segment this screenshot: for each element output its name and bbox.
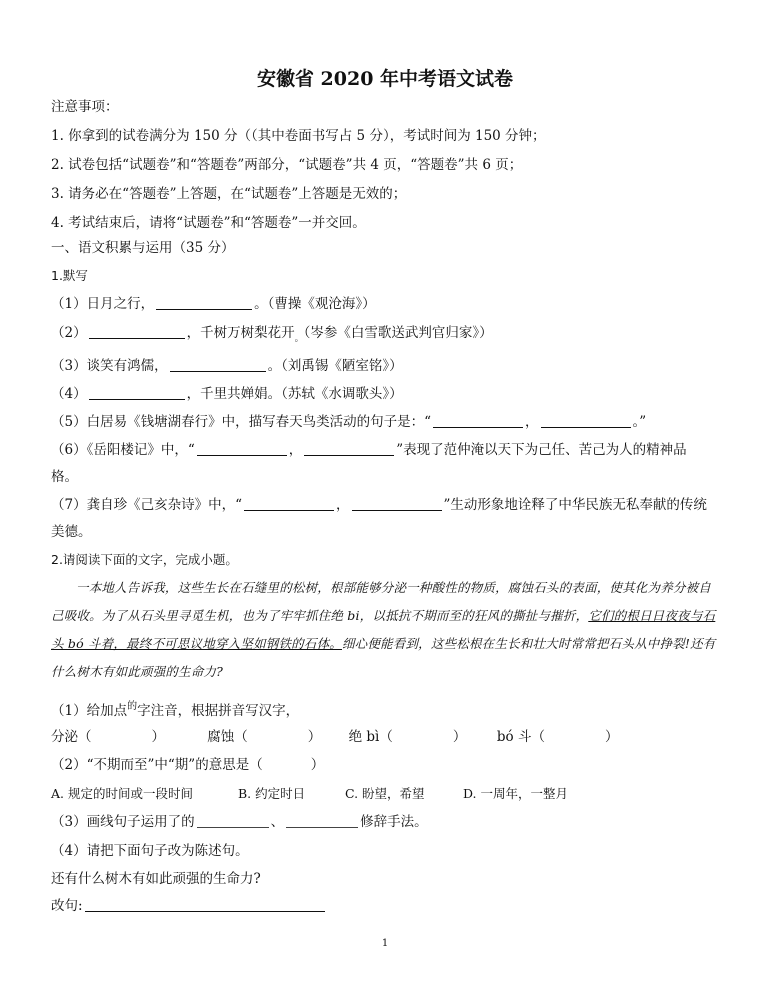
fill-label: 分泌（	[51, 729, 92, 745]
q1-item-1-text-a: （1）日月之行，	[51, 296, 155, 312]
q1-item-6-text-c: ”表现了范仲淹以天下为己任、苦己为人的精神品	[396, 442, 687, 458]
reading-passage	[51, 574, 717, 686]
q1-item-7-text-b: ，	[336, 497, 350, 513]
q2-sub-1-sup: 的	[127, 701, 138, 712]
q1-item-6	[51, 441, 687, 459]
option-a[interactable]: A. 规定的时间或一段时间	[51, 786, 193, 801]
q2-sub-4-answer	[51, 897, 327, 915]
q2-sub-1-text-b: 字注音，根据拼音写汉字，	[137, 703, 300, 719]
fill-close: ）	[452, 729, 467, 745]
answer-label: 改句:	[51, 898, 83, 914]
q2-sub-2-text-a: （2）“不期而至”中“期”的意思是（	[51, 757, 263, 773]
q2-sub-3-text-c: 修辞手法。	[360, 814, 428, 830]
fill-close: ）	[604, 729, 619, 745]
option-b[interactable]: B. 约定时日	[237, 786, 306, 801]
passage-text-a: 一本地人告诉我，这些生长在石缝里的松树，根部能够分泌一种酸性的物质，腐蚀石头的表面，使其化为养分被自己吸收。为了从石头里寻觅生机，也为了牢牢抓住绝 bi，以抵抗不期而至的狂风的撕扯与摧折，	[51, 580, 712, 623]
answer-blank[interactable]	[244, 497, 334, 511]
q2-sub-3-text-b: 、	[270, 814, 285, 830]
q1-item-1-text-b: 。（曹操《观沧海》）	[254, 296, 376, 312]
note-4: 4. 考试结束后，请将“试题卷”和“答题卷”一并交回。	[51, 215, 366, 231]
answer-blank[interactable]	[541, 414, 631, 428]
q1-item-1	[51, 295, 376, 313]
q2-sub-4: （4）请把下面句子改为陈述句。	[51, 843, 249, 859]
notes-heading: 注意事项：	[51, 99, 119, 115]
q1-item-6-cont: 格。	[51, 469, 78, 485]
option-d[interactable]: D. 一周年，一整月	[462, 786, 568, 801]
page-number: 1	[381, 938, 389, 949]
q2-sub-4-question: 还有什么树木有如此顽强的生命力?	[51, 871, 261, 887]
answer-blank[interactable]	[433, 414, 523, 428]
q2-sub-1	[51, 698, 299, 720]
q1-item-4	[51, 385, 403, 403]
q1-item-4-text-b: ，千里共婵娟。（苏轼《水调歌头》）	[186, 386, 403, 402]
q1-item-5-text-a: （5）白居易《钱塘湖春行》中，描写春天鸟类活动的句子是：“	[51, 414, 431, 430]
note-1: 1. 你拿到的试卷满分为 150 分（（其中卷面书写占 5 分），考试时间为 150 分钟；	[51, 128, 546, 144]
answer-blank[interactable]	[197, 814, 269, 828]
fill-label: 绝 bì（	[348, 729, 393, 745]
fill-row	[51, 728, 618, 746]
q1-item-5	[51, 413, 646, 431]
q1-item-2-period: 。	[294, 334, 304, 344]
section-heading: 一、语文积累与运用（35 分）	[51, 240, 235, 256]
q2-sub-2-text-b: ）	[310, 757, 325, 773]
fill-item	[51, 728, 203, 746]
q1-item-3	[51, 357, 403, 375]
fill-close: ）	[151, 729, 165, 745]
question-2-heading: 2.请阅读下面的文字，完成小题。	[51, 552, 238, 567]
q1-item-2-text-c: （岑参《白雪歌送武判官归家》）	[303, 325, 493, 341]
q1-item-7-text-a: （7）龚自珍《己亥杂诗》中，“	[51, 497, 242, 513]
page-title: 安徽省 2020 年中考语文试卷	[256, 68, 514, 90]
answer-blank[interactable]	[156, 296, 252, 310]
q1-item-2	[51, 324, 493, 348]
q1-item-3-text-b: 。（刘禹锡《陋室铭》）	[267, 358, 403, 374]
answer-blank[interactable]	[304, 442, 394, 456]
options-row	[51, 785, 568, 803]
answer-blank[interactable]	[286, 814, 358, 828]
note-2: 2. 试卷包括“试题卷”和“答题卷”两部分，“试题卷”共 4 页，“答题卷”共 6 页；	[51, 157, 523, 173]
answer-blank[interactable]	[170, 358, 266, 372]
q2-sub-3	[51, 813, 428, 831]
fill-close: ）	[307, 729, 322, 745]
q1-item-4-text-a: （4）	[51, 386, 87, 402]
q1-item-7-cont: 美德。	[51, 524, 92, 540]
q1-item-7	[51, 496, 707, 514]
fill-item	[497, 728, 619, 746]
q2-sub-3-text-a: （3）画线句子运用了的	[51, 814, 195, 830]
answer-line[interactable]	[85, 898, 325, 912]
q2-sub-2	[51, 756, 324, 774]
answer-blank[interactable]	[89, 325, 185, 339]
answer-blank[interactable]	[89, 386, 185, 400]
q1-item-3-text-a: （3）谈笑有鸿儒，	[51, 358, 168, 374]
passage-underlined-sentence: 它们的根日日夜夜与石头 bó 斗着，最终不可思议地穿入坚如钢铁的石体。	[51, 608, 716, 651]
q1-item-5-text-c: 。”	[632, 414, 647, 430]
answer-blank[interactable]	[352, 497, 442, 511]
q1-item-2-text-b: ，千树万树梨花开	[186, 325, 295, 341]
q1-item-7-text-c: ”生动形象地诠释了中华民族无私奉献的传统	[443, 497, 707, 513]
fill-label: bó 斗（	[496, 729, 545, 745]
q1-item-2-text-a: （2）	[51, 325, 87, 341]
fill-item	[349, 728, 493, 746]
note-3: 3. 请务必在“答题卷”上答题，在“试题卷”上答题是无效的；	[51, 186, 407, 202]
answer-blank[interactable]	[197, 442, 287, 456]
fill-item	[207, 728, 344, 746]
q1-item-5-text-b: ，	[525, 414, 539, 430]
q1-item-6-text-b: ，	[288, 442, 303, 458]
option-c[interactable]: C. 盼望，希望	[344, 786, 425, 801]
passage-text-b: 细心便能看到，这些松根在生长和壮大时常常把石头从中挣裂!还有什么树木有如此顽强的生命力?	[51, 636, 716, 679]
fill-label: 腐蚀（	[207, 729, 248, 745]
q1-item-6-text-a: （6）《岳阳楼记》中，“	[51, 442, 195, 458]
question-1-heading: 1.默写	[51, 268, 88, 283]
q2-sub-1-text-a: （1）给加点	[51, 703, 128, 719]
